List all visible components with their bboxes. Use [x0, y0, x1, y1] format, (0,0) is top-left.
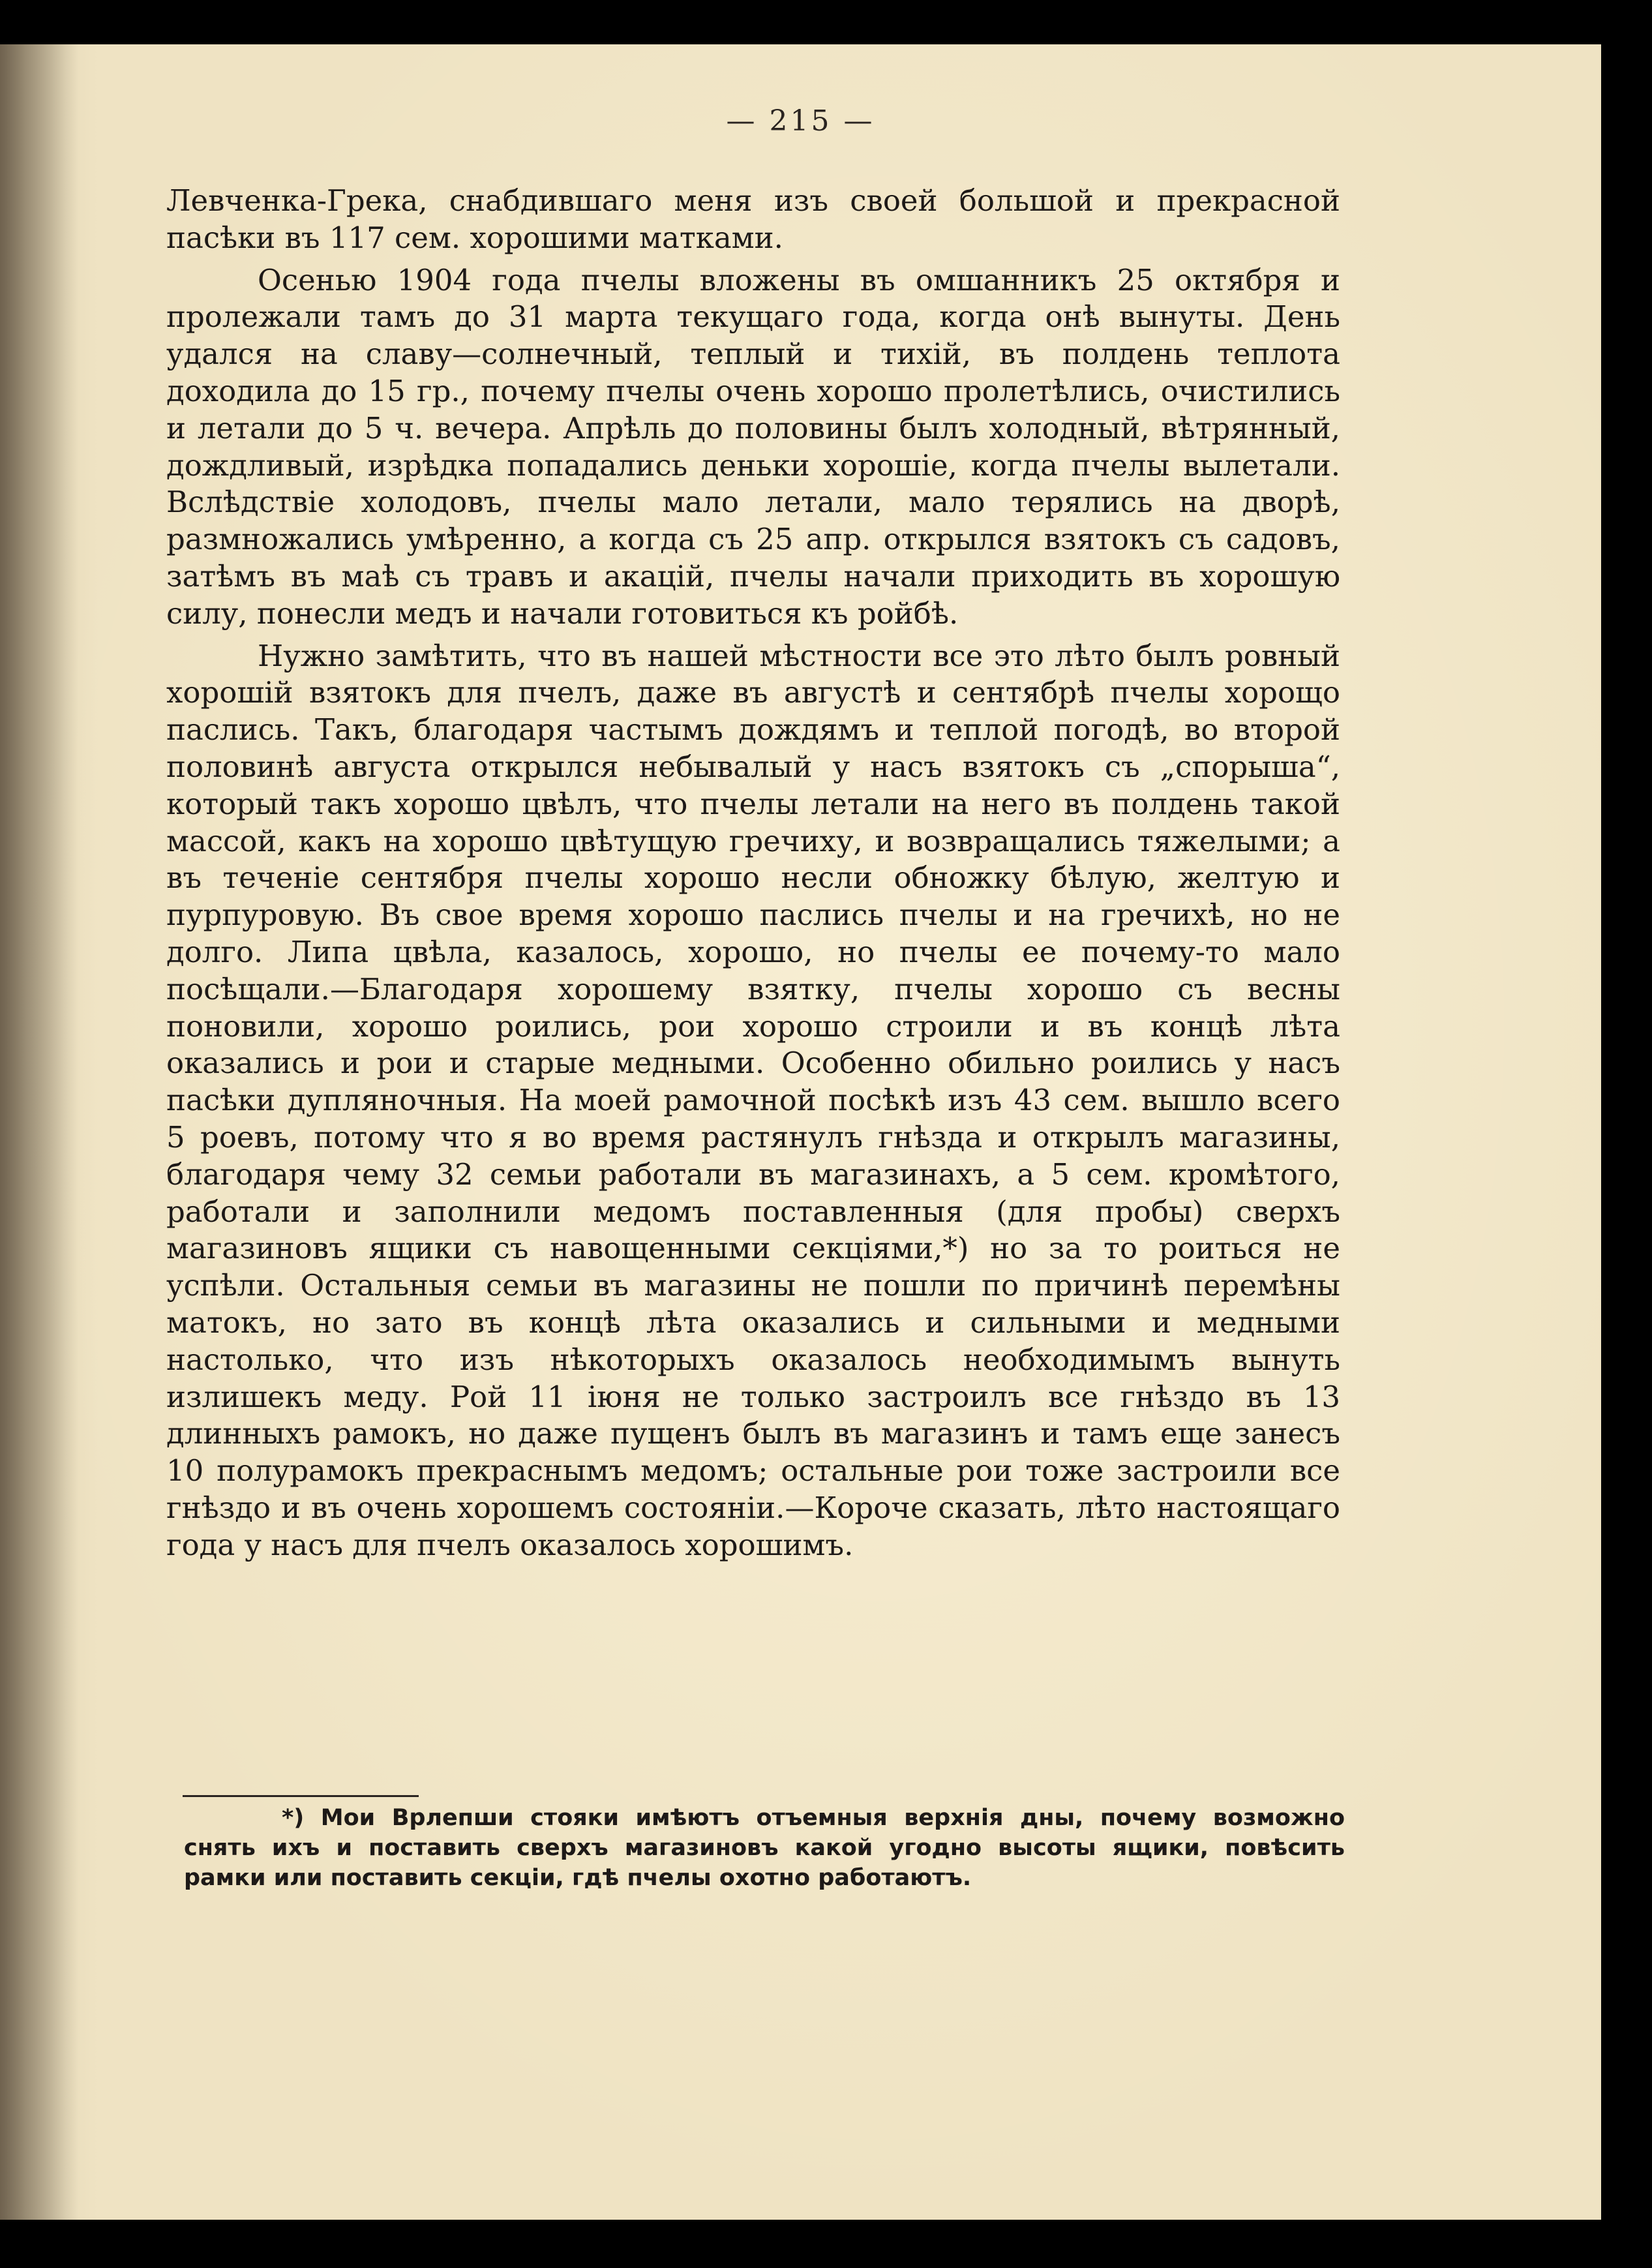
paragraph-3: Нужно замѣтить, что въ нашей мѣстности все это лѣто былъ ровный хорошій взятокъ для пчелъ, даже въ августѣ и сентябрѣ пчелы хорощо паслись. Такъ, благодаря частымъ дождямъ и теплой погодѣ, во второй половинѣ августа открылся небывалый у насъ взятокъ съ „спорыша“, который такъ хорошо цвѣлъ, что пчелы летали на него въ полдень такой массой, какъ на хорошо цвѣтущую гречиху, и возвращались тяжелыми; а въ теченіе сентября пчелы хорошо несли обножку бѣлую, желтую и пурпуровую. Въ свое время хорошо паслись пчелы и на гречихѣ, но не долго. Липа цвѣла, казалось, хорошо, но пчелы ее почему-то мало посѣщали.—Благодаря хорошему взятку, пчелы хорошо съ весны поновили, хорошо роились, рои хорошо строили и въ концѣ лѣта оказались и рои и старые медными. Особенно обильно роились у насъ пасѣки дупляночныя. На моей рамочной посѣкѣ изъ 43 сем. вышло всего 5 роевъ, потому что я во время растянулъ гнѣзда и открылъ магазины, благодаря чему 32 семьи работали въ магазинахъ, а 5 сем. кромѣтого, работали и заполнили медомъ поставленныя (для пробы) сверхъ магазиновъ ящики съ навощенными секціями,*) но за то роиться не успѣли. Остальныя семьи въ магазины не пошли по причинѣ перемѣны матокъ, но зато въ концѣ лѣта оказались и сильными и медными настолько, что изъ нѣкоторыхъ оказалось необходимымъ вынуть излишекъ меду. Рой 11 іюня не только застроилъ все гнѣздо въ 13 длинныхъ рамокъ, но даже пущенъ былъ въ магазинъ и тамъ еще занесъ 10 полурамокъ прекраснымъ медомъ; остальные рои тоже застроили все гнѣздо и въ очень хорошемъ состояніи.—Короче сказать, лѣто настоящаго года у насъ для пчелъ оказалось хорошимъ. — [166, 638, 1340, 1562]
page-number: — 215 — — [726, 104, 875, 138]
paragraph-2: Осенью 1904 года пчелы вложены въ омшанникъ 25 октября и пролежали тамъ до 31 марта текущаго года, когда онѣ вынуты. День удался на славу—солнечный, теплый и тихій, въ полдень теплота доходила до 15 гр., почему пчелы очень хорошо пролетѣлись, очистились и летали до 5 ч. вечера. Апрѣль до половины былъ холодный, вѣтрянный, дождливый, изрѣдка попадались деньки хорошіе, когда пчелы вылетали. Вслѣдствіе холодовъ, пчелы мало летали, мало терялись на дворѣ, размножались умѣренно, а когда съ 25 апр. открылся взятокъ съ садовъ, затѣмъ въ маѣ съ травъ и акацій, пчелы начали приходить въ хорошую силу, понесли медъ и начали готовиться къ ройбѣ. — [166, 262, 1340, 631]
spine-shadow — [0, 44, 78, 2220]
paragraph-1: Левченка-Грека, снабдившаго меня изъ своей большой и прекрасной пасѣки въ 117 сем. хорошими матками. — [166, 183, 1340, 255]
scan-border — [1601, 44, 1652, 2220]
main-text — [166, 183, 1340, 1569]
footnote-divider — [183, 1795, 419, 1797]
footnote: *) Мои Врлепши стояки имѣютъ отъемныя верхнія дны, почему возможно снять ихъ и поставить сверхъ магазиновъ какой угодно высоты ящики, повѣсить рамки или поставить секціи, гдѣ пчелы охотно работаютъ. — [184, 1805, 1345, 1891]
